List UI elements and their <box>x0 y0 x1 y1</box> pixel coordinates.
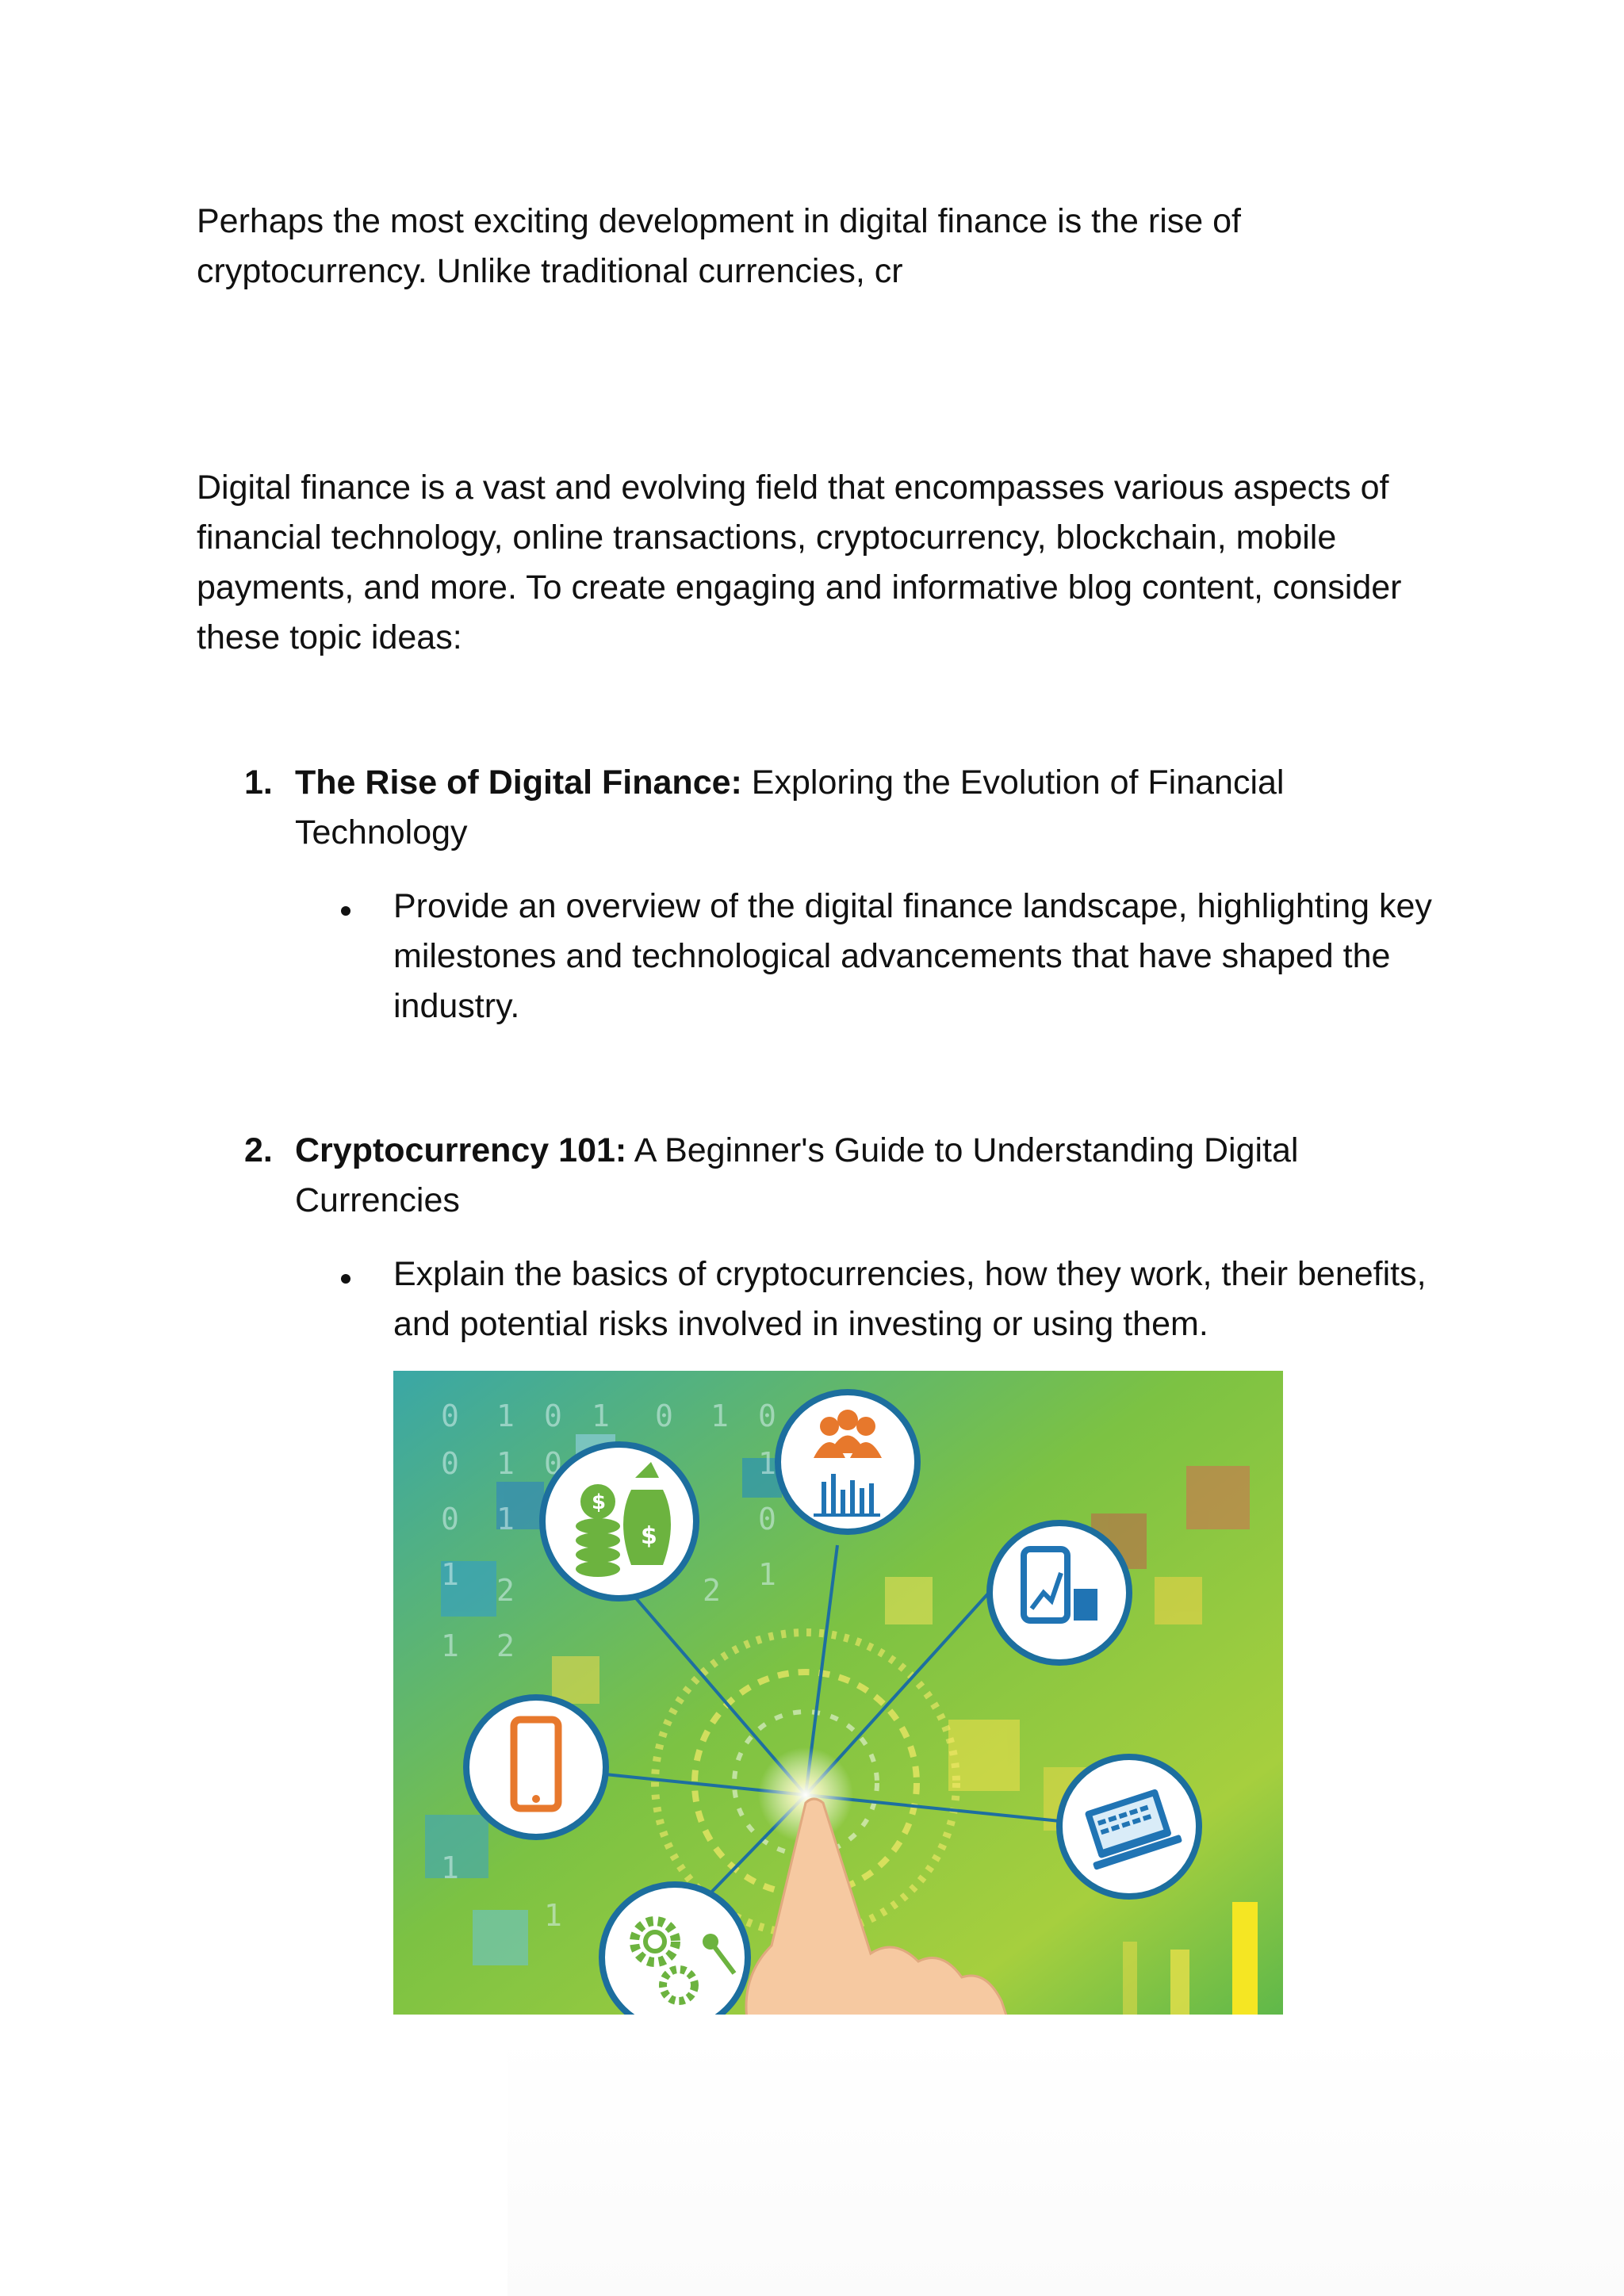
page-bottom-shade <box>508 2030 1624 2296</box>
svg-text:0: 0 <box>441 1399 459 1433</box>
svg-text:0: 0 <box>758 1399 776 1433</box>
svg-text:0: 0 <box>544 1446 562 1481</box>
team-chart-icon <box>778 1392 917 1532</box>
svg-text:1: 1 <box>496 1446 515 1481</box>
svg-text:2: 2 <box>703 1573 721 1608</box>
list-number-1: 1. <box>244 763 273 802</box>
summary-paragraph: Digital finance is a vast and evolving field that encompasses various aspects of financial technology, online transactions, cryptocurrency, blockchain, mobile payments, and more. To create engaging and informative blog content, consider these topic ideas: <box>197 469 1402 656</box>
svg-text:1: 1 <box>441 1850 459 1885</box>
laptop-icon <box>1059 1757 1199 1896</box>
gears-icon <box>602 1885 748 2015</box>
svg-text:1: 1 <box>496 1399 515 1433</box>
svg-text:1: 1 <box>544 1898 562 1933</box>
smartphone-icon <box>466 1697 606 1837</box>
bullet-icon <box>341 1274 350 1284</box>
list-number-2: 2. <box>244 1131 273 1169</box>
tablet-growth-icon <box>990 1523 1129 1663</box>
digital-finance-illustration <box>393 1371 1283 2015</box>
topic-detail-2: Explain the basics of cryptocurrencies, how they work, their benefits, and potential risks involved in investing or using them. <box>393 1255 1427 1343</box>
svg-text:1: 1 <box>441 1628 459 1663</box>
svg-text:0: 0 <box>544 1399 562 1433</box>
svg-text:1: 1 <box>592 1399 610 1433</box>
svg-text:1: 1 <box>496 1502 515 1536</box>
svg-text:2: 2 <box>496 1573 515 1608</box>
topic-subtitle-1: Exploring the Evolution of Financial Technology <box>295 763 1285 851</box>
svg-text:1: 1 <box>758 1557 776 1592</box>
topic-heading-1 <box>295 758 1421 858</box>
topic-title-2: Cryptocurrency 101: <box>295 1131 627 1169</box>
topic-title-1: The Rise of Digital Finance: <box>295 763 742 802</box>
svg-text:$: $ <box>641 1522 657 1550</box>
svg-text:0: 0 <box>441 1502 459 1536</box>
svg-text:0: 0 <box>655 1399 673 1433</box>
svg-text:1: 1 <box>758 1446 776 1481</box>
bullet-icon <box>341 906 350 916</box>
topic-heading-2 <box>295 1126 1421 1226</box>
intro-paragraph: Perhaps the most exciting development in digital finance is the rise of cryptocurrency. Unlike traditional currencies, cr <box>197 202 1242 290</box>
svg-text:$: $ <box>592 1490 607 1514</box>
topic-detail-1: Provide an overview of the digital finance landscape, highlighting key milestones and technological advancements that have shaped the industry. <box>393 887 1432 1025</box>
topic-subtitle-2: A Beginner's Guide to Understanding Digital Currencies <box>295 1131 1299 1219</box>
money-bags-icon <box>542 1445 696 1598</box>
svg-text:1: 1 <box>710 1399 729 1433</box>
svg-text:0: 0 <box>441 1446 459 1481</box>
svg-text:1: 1 <box>441 1557 459 1592</box>
svg-text:2: 2 <box>496 1628 515 1663</box>
svg-text:0: 0 <box>758 1502 776 1536</box>
